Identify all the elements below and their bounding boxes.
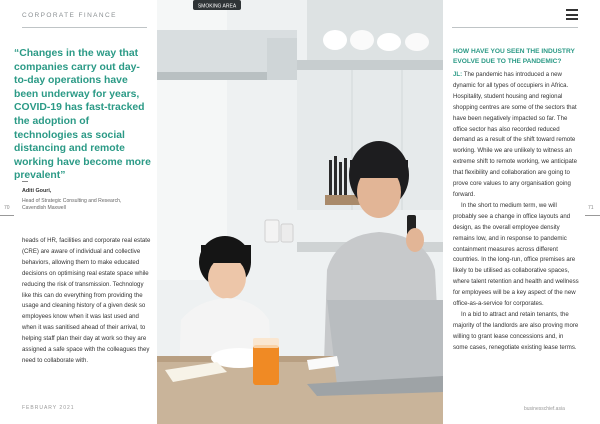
quote-divider — [22, 181, 28, 182]
page-number-right: 71 — [588, 205, 594, 211]
interview-question: HOW HAVE YOU SEEN THE INDUSTRY EVOLVE DUE TO THE PANDEMIC? — [453, 48, 575, 65]
answer-paragraph-2: In the short to medium term, we will probably see a change in office layouts and design, as the overall employee density remains low, and in response to pandemic containment measures across different countries. In the long-run, office premises are likely to be utilised as collaborative spaces, where talent retention and health and wellness for employees will be a key aspect of the new office-as-a-service for corporates. — [453, 201, 579, 308]
answer-paragraph-3: In a bid to attract and retain tenants, the majority of the landlords are also proving more willing to grant lease concessions and, in some cases, renegotiate existing lease terms. — [453, 310, 579, 351]
menu-icon[interactable] — [566, 9, 578, 20]
footer-date: FEBRUARY 2021 — [22, 405, 75, 411]
section-header: CORPORATE FINANCE — [22, 12, 117, 19]
smoking-area-sign: SMOKING AREA — [197, 3, 237, 10]
answer-paragraph-1: JL: The pandemic has introduced a new dynamic for all types of occupiers in Africa. Hospitality, student housing and regional shopping centres are some of the sectors that have been negatively impacted so far. The office sector has also recorded reduced demand as a result of the shift toward remote working. While we are unlikely to witness an extreme shift to remote working, we anticipate that flexibility and collaboration are going to prove core values to any organisation going forward. — [453, 71, 577, 198]
header-rule-left — [22, 27, 147, 28]
pull-quote: “Changes in the way that companies carry out day-to-day operations have been underway for years, COVID-19 has fast-tracked the adoption of technologies as social distancing and remote working have become more prevalent” — [14, 48, 151, 182]
page-number-left: 70 — [4, 205, 10, 211]
body-text-right — [453, 70, 580, 354]
body-text-left: heads of HR, facilities and corporate real estate (CRE) are aware of individual and collective behaviors, allowing them to make educated decisions on optimising real estate space while reducing the risk of transmission. Technology like this can do everything from providing the usage and cleaning history of a given desk so employees know when it was last used and when it was sanitised ahead of their arrival, to helping staff plan their day at work so they are assigned a safe space with the colleagues they need to collaborate with. — [22, 237, 151, 364]
quote-author-role: Head of Strategic Consulting and Research, Cavendish Maxwell — [22, 198, 122, 212]
header-rule-right — [452, 27, 578, 28]
speaker-initials: JL: — [453, 71, 463, 78]
page-tick-left — [0, 215, 14, 216]
photo-illustration — [157, 0, 443, 424]
quote-author: Aditi Gouri, — [22, 188, 52, 194]
page-tick-right — [585, 215, 600, 216]
footer-site[interactable]: businesschief.asia — [524, 406, 565, 412]
article-photo — [157, 0, 443, 424]
